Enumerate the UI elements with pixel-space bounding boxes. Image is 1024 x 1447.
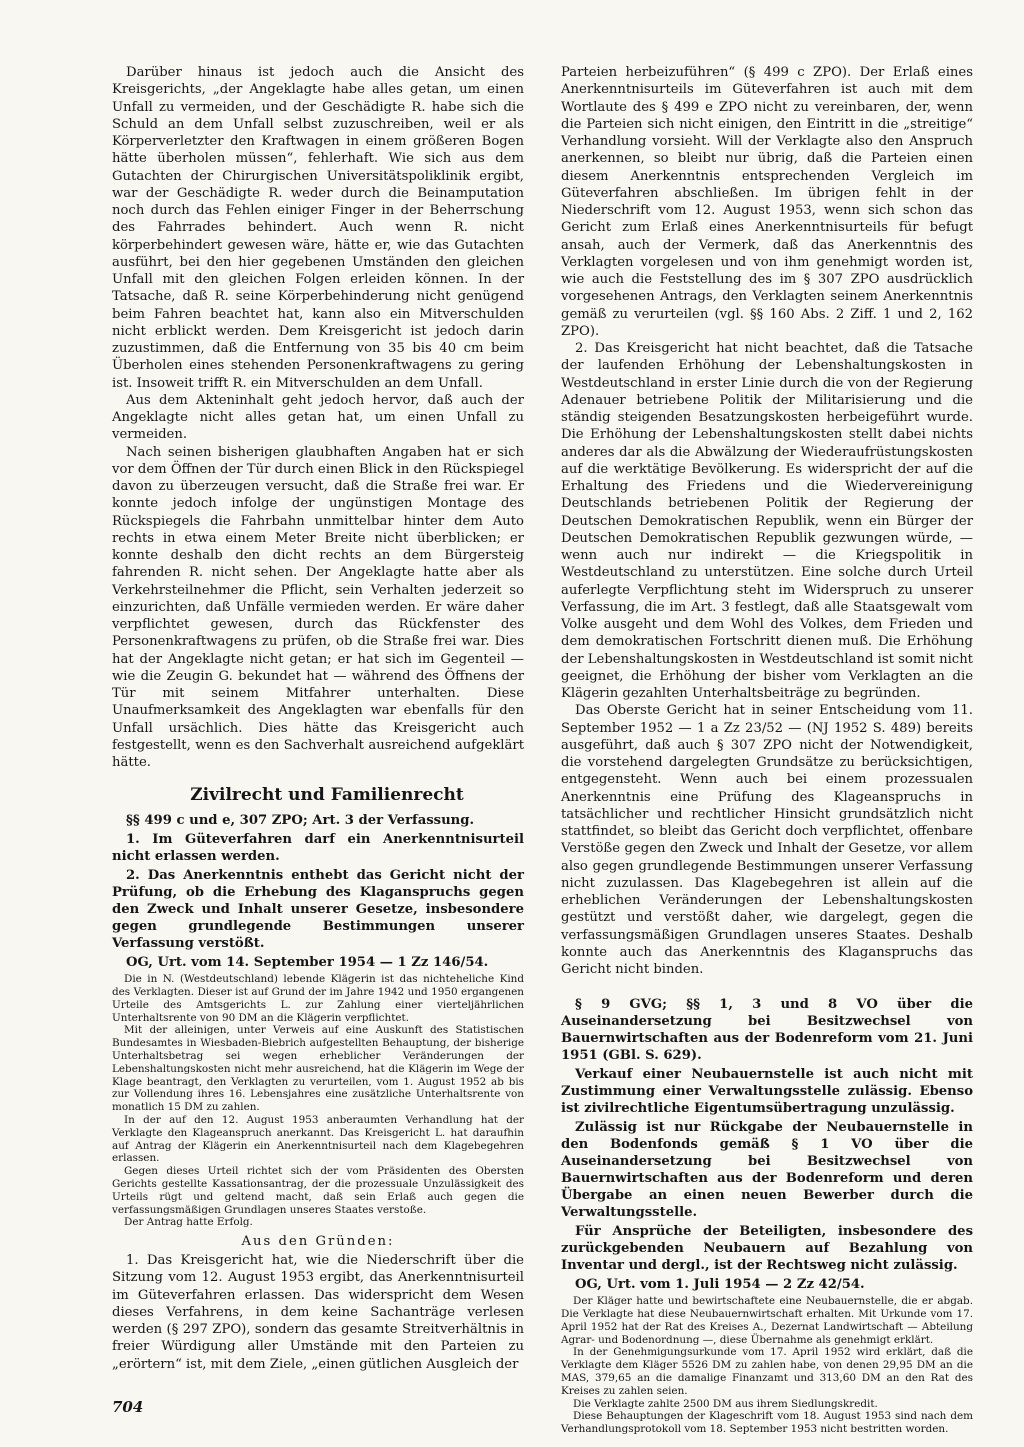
section-heading: Zivilrecht und Familienrecht <box>190 785 464 806</box>
summary-paragraph: In der Genehmigungsurkunde vom 17. April 1952 wird erklärt, daß die Verklagte dem Kläger 5526 DM zu zahlen habe, von denen 29,95 DM an die MAS, 379,65 an die damalige Finanzamt und 313,60 DM an den Rat des Kreises zu zahlen seien. <box>561 1346 973 1397</box>
paragraph: Parteien herbeizuführen“ (§ 499 c ZPO). Der Erlaß eines Anerkenntnisurteils im Güteverfahren ist auch mit dem Wortlaute des § 499 e ZPO nicht zu vereinbaren, der, wenn die Parteien sich nicht einigen, den Eintritt in die „streitige“ Verhandlung vorsieht. Will der Verklagte also den Anspruch anerkennen, so bleibt nur übrig, daß die Parteien einen diesem Anerkenntnis entsprechenden Vergleich im Güteverfahren abschließen. Im übrigen fehlt in der Niederschrift vom 12. August 1953, wenn sich schon das Gericht zum Erlaß eines Anerkenntnisurteils für befugt ansah, auch der Vermerk, daß das Anerkenntnis des Verklagten vorgelesen und von ihm genehmigt worden ist, wie auch die Feststellung des im § 307 ZPO ausdrücklich vorgesehenen Antrags, den Verklagten seinem Anerkenntnis gemäß zu verurteilen (vgl. §§ 160 Abs. 2 Ziff. 1 und 2, 162 ZPO). <box>561 65 973 339</box>
headnote: Zulässig ist nur Rückgabe der Neubauernstelle in den Bodenfonds gemäß § 1 VO über die Auseinandersetzung bei Besitzwechsel von Bauernwirtschaften aus der Bodenreform und deren Übergabe an einen neuen Bewerber durch die Verwaltungsstelle. <box>561 1120 973 1221</box>
summary-paragraph: Diese Behauptungen der Klageschrift vom 18. August 1953 sind nach dem Verhandlungsprotokoll vom 18. September 1953 nicht bestritten worden. <box>561 1410 973 1436</box>
paragraph: 1. Das Kreisgericht hat, wie die Niederschrift über die Sitzung vom 12. August 1953 ergibt, das Anerkenntnisurteil im Güteverfahren erlassen. Das widerspricht dem Wesen dieses Verfahrens, in dem keine Sachanträge verlesen werden (§ 297 ZPO), sondern das gesamte Streitverhältnis in freier Würdigung aller Umstände mit den Parteien zu „erörtern“ ist, mit dem Ziele, „einen gütlichen Ausgleich der <box>112 1253 524 1372</box>
paragraph: 2. Das Kreisgericht hat nicht beachtet, daß die Tatsache der laufenden Erhöhung der Lebenshaltungskosten in Westdeutschland in erster Linie durch die von der Regierung Adenauer betriebene Politik der Militarisierung und die ständig steigenden Besatzungskosten herbeigeführt wurde. Die Erhöhung der Lebenshaltungskosten stellt dabei nichts anderes dar als die Abwälzung der Wiederaufrüstungskosten auf die werktätige Bevölkerung. Es widerspricht der auf die Erhaltung des Friedens und die Wiedervereinigung Deutschlands betriebenen Politik der Regierung der Deutschen Demokratischen Republik, wenn ein Bürger der Deutschen Demokratischen Republik gezwungen würde, — wenn auch nur indirekt — die Kriegspolitik in Westdeutschland zu unterstützen. Eine solche durch Urteil auferlegte Verpflichtung steht im Widerspruch zu unserer Verfassung, die im Art. 3 festlegt, daß alle Staatsgewalt vom Volke ausgeht und dem Wohl des Volkes, dem Frieden und dem demokratischen Fortschritt dienen muß. Die Erhöhung der Lebenshaltungskosten in Westdeutschland ist somit nicht geeignet, die Erhöhung der bisher vom Verklagten an die Klägerin gezahlten Unterhaltsbeiträge zu begründen. <box>561 341 973 701</box>
summary-paragraph: Der Antrag hatte Erfolg. <box>124 1216 253 1229</box>
paragraph: Aus dem Akteninhalt geht jedoch hervor, daß auch der Angeklagte nicht alles getan hat, um einen Unfall zu vermeiden. <box>112 392 524 443</box>
grounds-heading: Aus den Gründen: <box>241 1234 395 1250</box>
statute-citation: § 9 GVG; §§ 1, 3 und 8 VO über die Auseinandersetzung bei Besitzwechsel von Bauernwirtschaften aus der Bodenreform vom 21. Juni 1951 (GBl. S. 629). <box>561 997 973 1064</box>
headnote: Für Ansprüche der Beteiligten, insbesondere des zurückgebenden Neubauern auf Bezahlung von Inventar und dergl., ist der Rechtsweg nicht zulässig. <box>561 1224 973 1274</box>
summary-paragraph: Der Kläger hatte und bewirtschaftete eine Neubauernstelle, die er abgab. Die Verklagte hat diese Neubauernwirtschaft erhalten. Mit Urkunde vom 17. April 1952 hat der Rat des Kreises A., Dezernat Landwirtschaft — Abteilung Agrar- und Bodenordnung —, diese Übernahme als genehmigt erklärt. <box>561 1295 973 1346</box>
summary-paragraph: Gegen dieses Urteil richtet sich der vom Präsidenten des Obersten Gerichts gestellte Kassationsantrag, der die prozessuale Unzulässigkeit des Urteils rügt und geltend macht, daß sein Erlaß auch gegen die verfassungsmäßigen Grundlagen unseres Staates verstoße. <box>112 1165 524 1216</box>
decision-reference: OG, Urt. vom 14. September 1954 — 1 Zz 146/54. <box>126 955 489 971</box>
paragraph: Nach seinen bisherigen glaubhaften Angaben hat er sich vor dem Öffnen der Tür durch einen Blick in den Rückspiegel davon zu überzeugen versucht, daß die Straße frei war. Er konnte jedoch infolge der ungünstigen Montage des Rückspiegels die Fahrbahn unmittelbar hinter dem Auto rechts in etwa einem Meter Breite nicht überblicken; er konnte deshalb den dicht rechts an dem Bürgersteig fahrenden R. nicht sehen. Der Angeklagte hatte aber als Verkehrsteilnehmer die Pflicht, sein Verhalten jederzeit so einzurichten, daß Unfälle vermieden werden. Er wäre daher verpflichtet gewesen, durch das Rückfenster des Personenkraftwagens zu prüfen, ob die Straße frei war. Dies hat der Angeklagte nicht getan; er hat sich im Gegenteil — wie die Zeugin G. bekundet hat — während des Öffnens der Tür mit seinem Mitfahrer unterhalten. Diese Unaufmerksamkeit des Angeklagten war ebenfalls für den Unfall ursächlich. Dies hätte das Kreisgericht auch festgestellt, wenn es den Sachverhalt ausreichend aufgeklärt hätte. <box>112 444 524 770</box>
summary-paragraph: Die in N. (Westdeutschland) lebende Klägerin ist das nichteheliche Kind des Verklagten. Dieser ist auf Grund der im Jahre 1942 und 1950 ergangenen Urteile des Amtsgerichts L. zur Zahlung einer vierteljährlichen Unterhaltsrente von 90 DM an die Klägerin verpflichtet. <box>112 973 524 1024</box>
summary-paragraph: Die Verklagte zahlte 2500 DM aus ihrem Siedlungskredit. <box>573 1397 878 1410</box>
paragraph: Darüber hinaus ist jedoch auch die Ansicht des Kreisgerichts, „der Angeklagte habe alles getan, um einen Unfall zu vermeiden, und der Geschädigte R. habe sich die Schuld an dem Unfall selbst zuzuschreiben, weil er als Körperverletzter den Kraftwagen in einem größeren Bogen hätte überholen müssen“, fehlerhaft. Wie sich aus dem Gutachten der Chirurgischen Universitätspoliklinik ergibt, war der Geschädigte R. weder durch die Beinamputation noch durch das Fehlen einiger Finger in der Beherrschung des Fahrrades behindert. Auch wenn R. nicht körperbehindert gewesen wäre, hätte er, wie das Gutachten ausführt, bei den hier gegebenen Umständen den gleichen Unfall mit den gleichen Folgen erleiden können. In der Tatsache, daß R. seine Körperbehinderung nicht genügend beim Fahren beachtet hat, kann also ein Mitverschulden nicht erblickt werden. Dem Kreisgericht ist jedoch darin zuzustimmen, daß die Entfernung von 35 bis 40 cm beim Überholen eines stehenden Personenkraftwagens zu gering ist. Insoweit trifft R. ein Mitverschulden an dem Unfall. <box>112 65 524 391</box>
summary-paragraph: Mit der alleinigen, unter Verweis auf eine Auskunft des Statistischen Bundesamtes in Wiesbaden-Biebrich aufgestellten Behauptung, der bisherige Unterhaltsbetrag sei wegen erheblicher Veränderungen der Lebenshaltungskosten nicht mehr ausreichend, hat die Klägerin im Wege der Klage beantragt, den Verklagten zu verurteilen, vom 1. August 1952 ab bis zur Vollendung ihres 16. Lebensjahres eine zusätzliche Unterhaltsrente von monatlich 15 DM zu zahlen. <box>112 1024 524 1114</box>
headnote: Verkauf einer Neubauernstelle ist auch nicht mit Zustimmung einer Verwaltungsstelle zulässig. Ebenso ist zivilrechtliche Eigentumsübertragung unzulässig. <box>561 1067 973 1117</box>
headnote: 1. Im Güteverfahren darf ein Anerkenntnisurteil nicht erlassen werden. <box>112 832 524 865</box>
statute-citation: §§ 499 c und e, 307 ZPO; Art. 3 der Verfassung. <box>126 813 475 829</box>
paragraph: Das Oberste Gericht hat in seiner Entscheidung vom 11. September 1952 — 1 a Zz 23/52 — (NJ 1952 S. 489) bereits ausgeführt, daß auch § 307 ZPO nicht der Notwendigkeit, die vorstehend dargelegten Grundsätze zu berücksichtigen, entgegensteht. Wenn auch bei einem prozessualen Anerkenntnis eine Prüfung des Klageanspruchs in tatsächlicher und rechtlicher Hinsicht grundsätzlich nicht stattfindet, so bleibt das Gericht doch verpflichtet, offenbare Verstöße gegen den Zweck und Inhalt der Gesetze, vor allem also gegen grundlegende Bestimmungen unserer Verfassung nicht zuzulassen. Das Klagebegehren ist allein auf die erheblichen Veränderungen der Lebenshaltungskosten gestützt und verstößt daher, wie dargelegt, gegen die verfassungsmäßigen Grundlagen unseres Staates. Deshalb konnte auch das Anerkenntnis des Klaganspruchs das Gericht nicht binden. <box>561 703 973 977</box>
headnote: 2. Das Anerkenntnis enthebt das Gericht nicht der Prüfung, ob die Erhebung des Klaganspruchs gegen den Zweck und Inhalt unserer Gesetze, insbesondere gegen grundlegende Bestimmungen unserer Verfassung verstößt. <box>112 868 524 952</box>
summary-paragraph: In der auf den 12. August 1953 anberaumten Verhandlung hat der Verklagte den Klageanspruch anerkannt. Das Kreisgericht L. hat daraufhin auf Antrag der Klägerin ein Anerkenntnisurteil nach dem Klagebegehren erlassen. <box>112 1114 524 1165</box>
page-number: 704 <box>112 1398 144 1416</box>
right-column <box>561 64 973 1436</box>
left-column <box>112 64 524 1373</box>
decision-reference: OG, Urt. vom 1. Juli 1954 — 2 Zz 42/54. <box>575 1277 865 1293</box>
